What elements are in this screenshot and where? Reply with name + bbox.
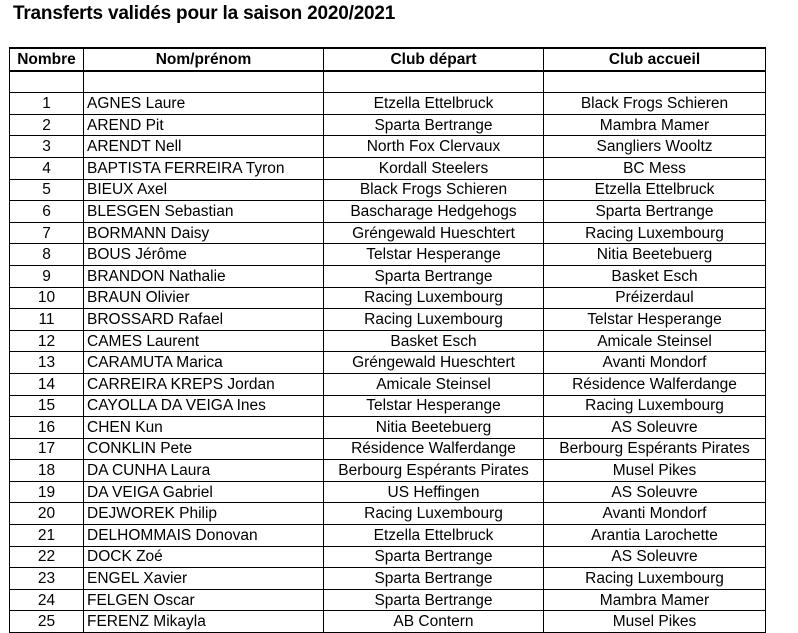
table-header-row (10, 48, 766, 71)
row-number: 21 (10, 525, 84, 547)
club-from: Racing Luxembourg (324, 309, 544, 331)
club-to: Etzella Ettelbruck (544, 179, 766, 201)
row-number: 2 (10, 114, 84, 136)
player-name: BLESGEN Sebastian (84, 201, 324, 223)
player-name: BOUS Jérôme (84, 244, 324, 266)
table-empty-row (10, 71, 766, 93)
table-body (10, 71, 766, 633)
row-number: 8 (10, 244, 84, 266)
empty-cell (84, 71, 324, 93)
player-name: FELGEN Oscar (84, 589, 324, 611)
club-to: Musel Pikes (544, 611, 766, 633)
club-from: Sparta Bertrange (324, 568, 544, 590)
club-to: Black Frogs Schieren (544, 93, 766, 115)
club-to: Avanti Mondorf (544, 352, 766, 374)
club-to: AS Soleuvre (544, 481, 766, 503)
table-row (10, 460, 766, 482)
page-title: Transferts validés pour la saison 2020/2021 (13, 3, 396, 24)
table-row (10, 395, 766, 417)
player-name: BIEUX Axel (84, 179, 324, 201)
club-from: Gréngewald Hueschtert (324, 352, 544, 374)
row-number: 11 (10, 309, 84, 331)
club-from: Basket Esch (324, 330, 544, 352)
player-name: DA CUNHA Laura (84, 460, 324, 482)
player-name: CHEN Kun (84, 417, 324, 439)
table-row (10, 179, 766, 201)
table-row (10, 481, 766, 503)
table-row (10, 546, 766, 568)
row-number: 1 (10, 93, 84, 115)
club-to: Racing Luxembourg (544, 222, 766, 244)
table-row (10, 330, 766, 352)
club-from: US Heffingen (324, 481, 544, 503)
row-number: 17 (10, 438, 84, 460)
club-to: Mambra Mamer (544, 114, 766, 136)
player-name: BRANDON Nathalie (84, 265, 324, 287)
table-row (10, 222, 766, 244)
club-to: AS Soleuvre (544, 546, 766, 568)
table-row (10, 568, 766, 590)
row-number: 15 (10, 395, 84, 417)
club-from: North Fox Clervaux (324, 136, 544, 158)
player-name: FERENZ Mikayla (84, 611, 324, 633)
table-row (10, 93, 766, 115)
row-number: 3 (10, 136, 84, 158)
player-name: CAYOLLA DA VEIGA Ines (84, 395, 324, 417)
club-from: Sparta Bertrange (324, 546, 544, 568)
table-row (10, 201, 766, 223)
club-from: Black Frogs Schieren (324, 179, 544, 201)
table-row (10, 525, 766, 547)
row-number: 19 (10, 481, 84, 503)
club-from: Nitia Beetebuerg (324, 417, 544, 439)
club-from: Bascharage Hedgehogs (324, 201, 544, 223)
table-row (10, 438, 766, 460)
empty-cell (10, 71, 84, 93)
table-row (10, 417, 766, 439)
club-from: Gréngewald Hueschtert (324, 222, 544, 244)
club-from: Etzella Ettelbruck (324, 525, 544, 547)
club-from: Sparta Bertrange (324, 265, 544, 287)
club-from: Telstar Hesperange (324, 244, 544, 266)
club-to: AS Soleuvre (544, 417, 766, 439)
row-number: 23 (10, 568, 84, 590)
club-to: Racing Luxembourg (544, 395, 766, 417)
table-row (10, 589, 766, 611)
club-to: Résidence Walferdange (544, 373, 766, 395)
player-name: BROSSARD Rafael (84, 309, 324, 331)
player-name: BORMANN Daisy (84, 222, 324, 244)
player-name: CARREIRA KREPS Jordan (84, 373, 324, 395)
club-from: Sparta Bertrange (324, 114, 544, 136)
header-number: Nombre (10, 48, 84, 71)
club-from: Amicale Steinsel (324, 373, 544, 395)
player-name: AREND Pit (84, 114, 324, 136)
header-club-from: Club départ (324, 48, 544, 71)
table-row (10, 503, 766, 525)
club-to: Berbourg Espérants Pirates (544, 438, 766, 460)
row-number: 18 (10, 460, 84, 482)
table-row (10, 287, 766, 309)
row-number: 12 (10, 330, 84, 352)
club-from: Kordall Steelers (324, 157, 544, 179)
club-from: Racing Luxembourg (324, 287, 544, 309)
club-to: Sparta Bertrange (544, 201, 766, 223)
table-row (10, 373, 766, 395)
row-number: 22 (10, 546, 84, 568)
club-to: Racing Luxembourg (544, 568, 766, 590)
row-number: 20 (10, 503, 84, 525)
player-name: AGNES Laure (84, 93, 324, 115)
club-to: Telstar Hesperange (544, 309, 766, 331)
player-name: CAMES Laurent (84, 330, 324, 352)
table-row (10, 136, 766, 158)
table-row (10, 352, 766, 374)
player-name: CONKLIN Pete (84, 438, 324, 460)
row-number: 9 (10, 265, 84, 287)
row-number: 14 (10, 373, 84, 395)
club-to: Préizerdaul (544, 287, 766, 309)
table-row (10, 157, 766, 179)
club-to: Mambra Mamer (544, 589, 766, 611)
row-number: 10 (10, 287, 84, 309)
empty-cell (544, 71, 766, 93)
player-name: ENGEL Xavier (84, 568, 324, 590)
table-row (10, 611, 766, 633)
row-number: 13 (10, 352, 84, 374)
table-row (10, 309, 766, 331)
club-to: Sangliers Wooltz (544, 136, 766, 158)
player-name: CARAMUTA Marica (84, 352, 324, 374)
player-name: DA VEIGA Gabriel (84, 481, 324, 503)
row-number: 16 (10, 417, 84, 439)
club-to: Avanti Mondorf (544, 503, 766, 525)
player-name: BRAUN Olivier (84, 287, 324, 309)
row-number: 25 (10, 611, 84, 633)
club-to: Arantia Larochette (544, 525, 766, 547)
club-to: Basket Esch (544, 265, 766, 287)
table-row (10, 244, 766, 266)
table-row (10, 114, 766, 136)
player-name: DELHOMMAIS Donovan (84, 525, 324, 547)
row-number: 24 (10, 589, 84, 611)
club-from: Berbourg Espérants Pirates (324, 460, 544, 482)
club-to: Amicale Steinsel (544, 330, 766, 352)
club-from: Racing Luxembourg (324, 503, 544, 525)
player-name: DOCK Zoé (84, 546, 324, 568)
header-club-to: Club accueil (544, 48, 766, 71)
row-number: 7 (10, 222, 84, 244)
club-to: Nitia Beetebuerg (544, 244, 766, 266)
club-from: AB Contern (324, 611, 544, 633)
empty-cell (324, 71, 544, 93)
club-to: Musel Pikes (544, 460, 766, 482)
club-from: Telstar Hesperange (324, 395, 544, 417)
player-name: BAPTISTA FERREIRA Tyron (84, 157, 324, 179)
header-name: Nom/prénom (84, 48, 324, 71)
table-row (10, 265, 766, 287)
player-name: DEJWOREK Philip (84, 503, 324, 525)
club-from: Sparta Bertrange (324, 589, 544, 611)
club-from: Résidence Walferdange (324, 438, 544, 460)
player-name: ARENDT Nell (84, 136, 324, 158)
row-number: 6 (10, 201, 84, 223)
club-from: Etzella Ettelbruck (324, 93, 544, 115)
club-to: BC Mess (544, 157, 766, 179)
row-number: 4 (10, 157, 84, 179)
row-number: 5 (10, 179, 84, 201)
transfers-table (9, 47, 766, 633)
